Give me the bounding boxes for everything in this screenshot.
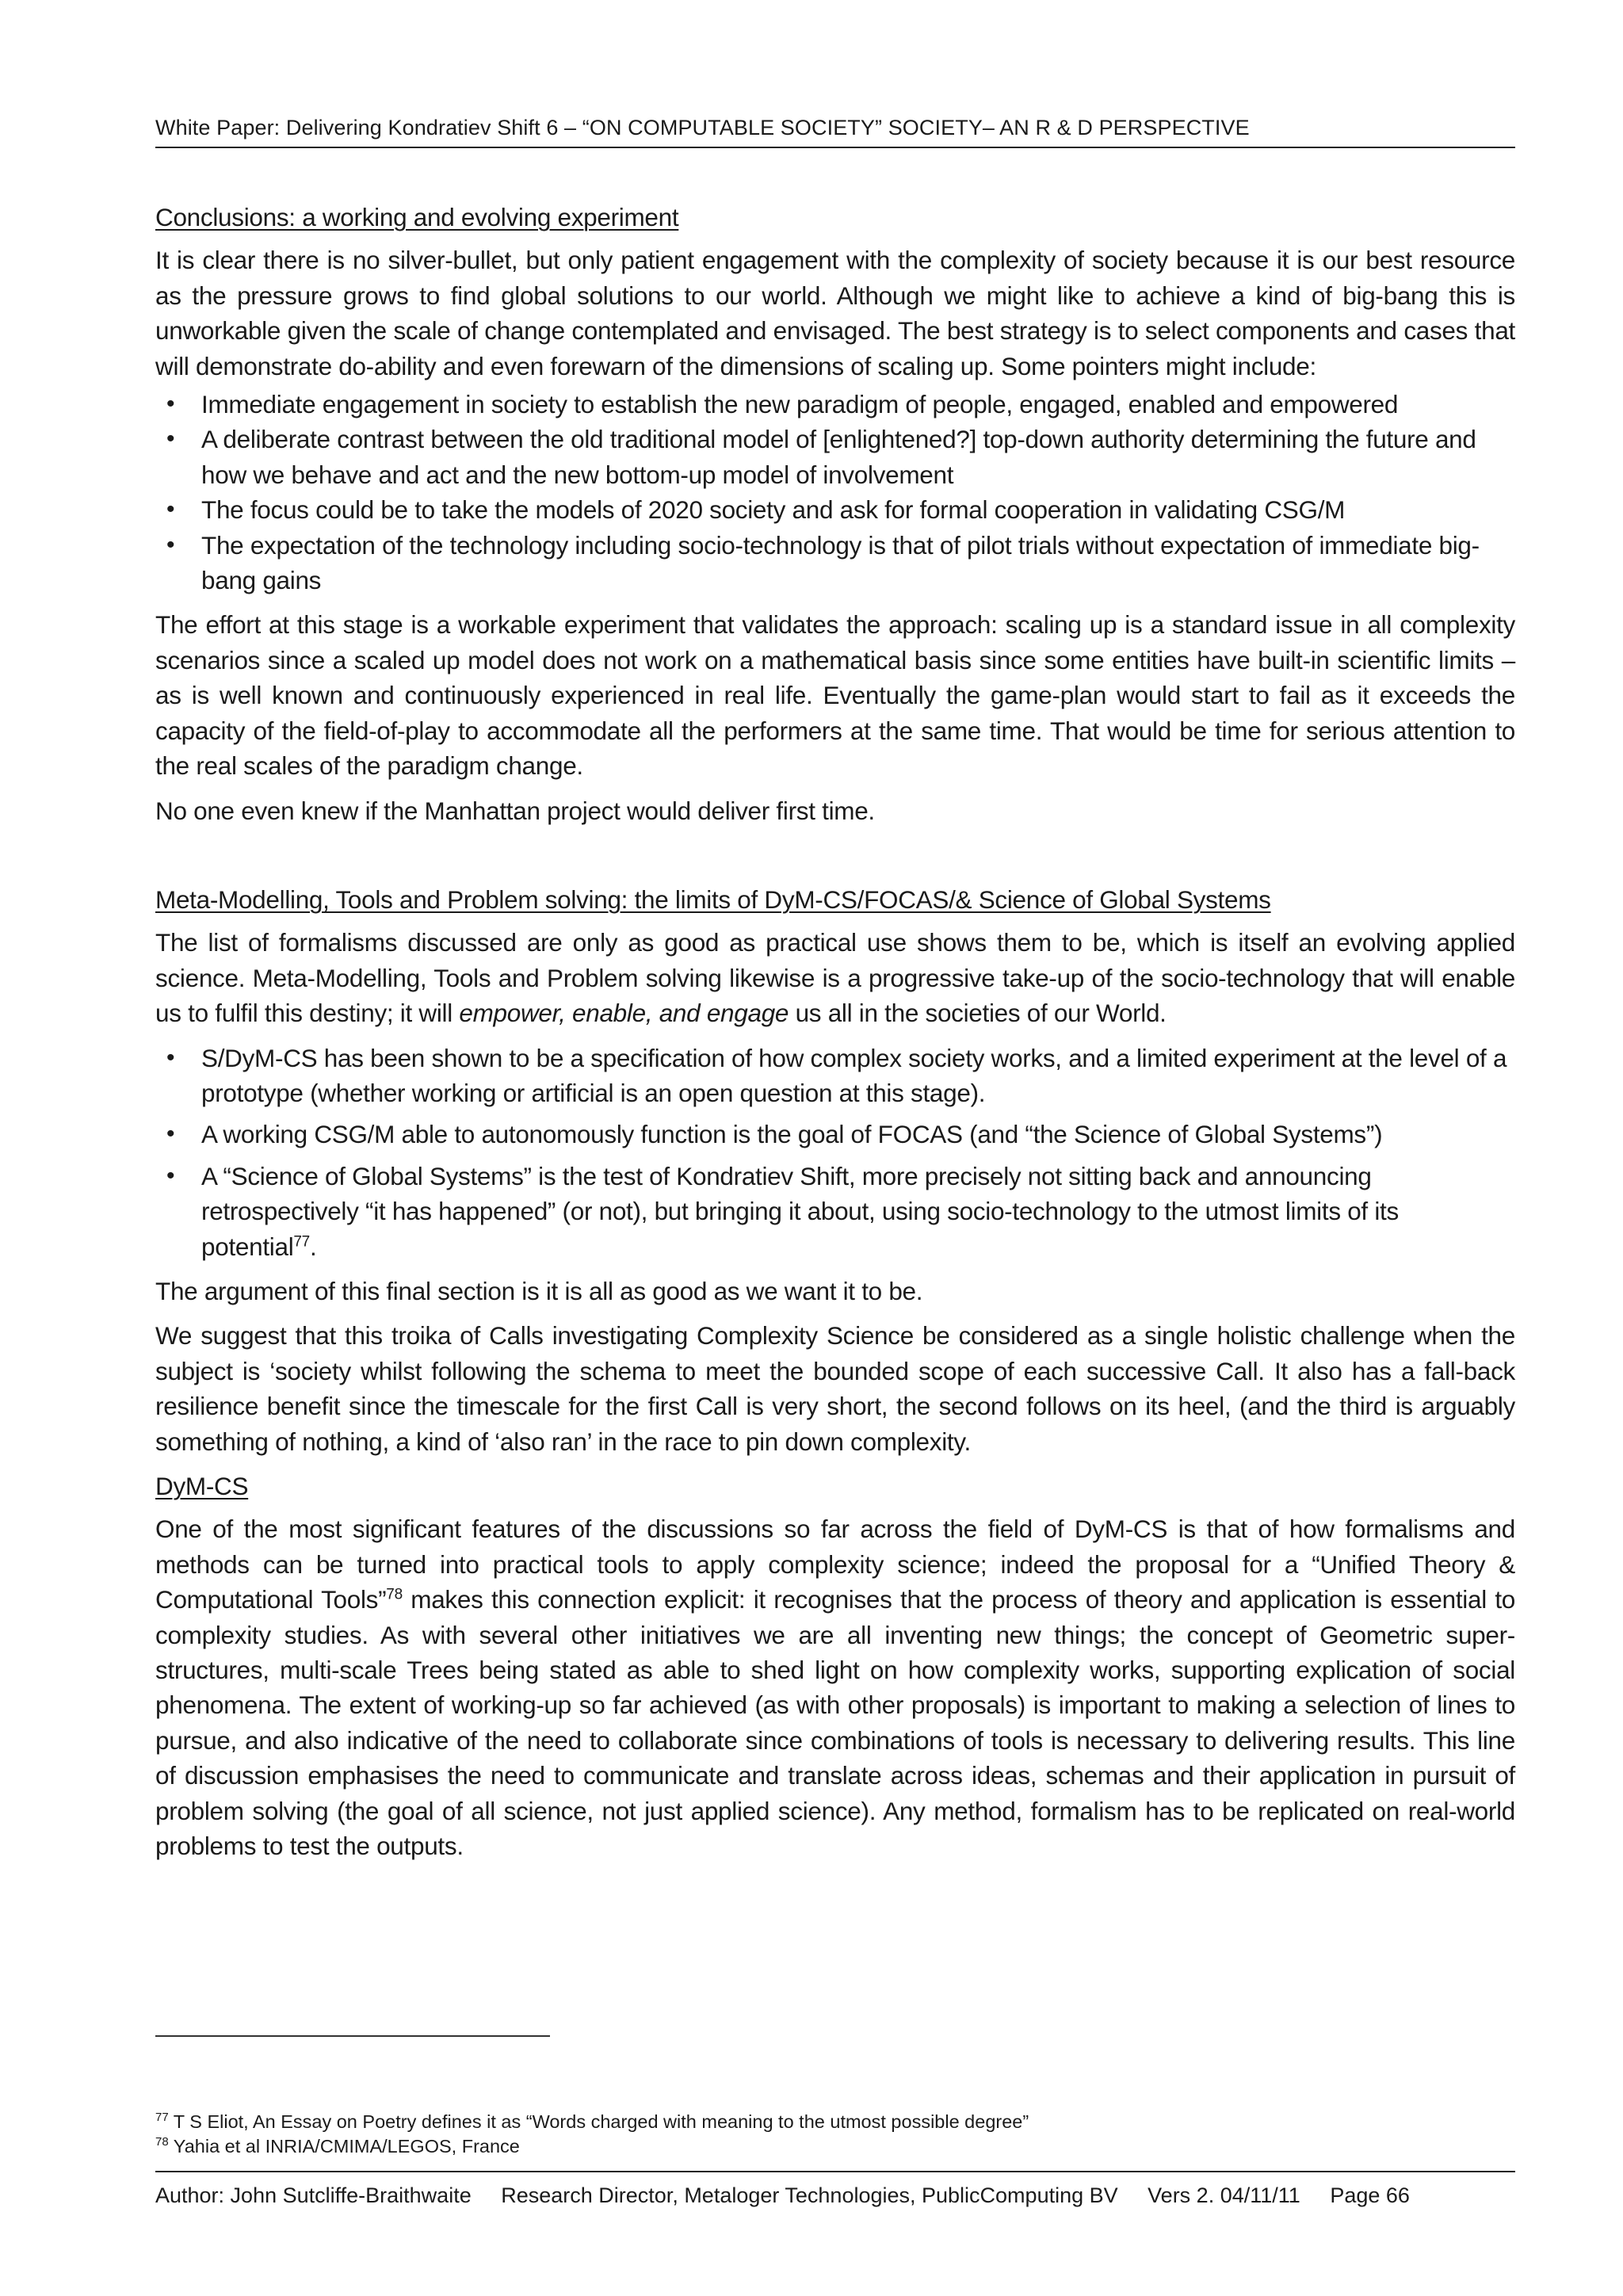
footnote-ref-78[interactable]: 78 [386,1586,403,1603]
footnote-number: 78 [155,2135,169,2149]
list-item [155,1159,1515,1264]
footnotes [155,2110,1515,2159]
conclusions-paragraph-2: The effort at this stage is a workable experiment that validates the approach: scaling up is a standard issue in all complexity scenarios since a scaled up model does not work on a mathematical basis since some entities have built-in scientific limits – as is well known and continuously experienced in real life. Eventually the game-plan would start to fail as it exceeds the capacity of the field-of-play to accommodate all the performers at the same time. That would be time for serious attention to the real scales of the paradigm change. [155,610,1515,781]
bullet-text: A “Science of Global Systems” is the test of Kondratiev Shift, more precisely not sitting back and announcing retrospectively “it has happened” (or not), but bringing it about, using socio-technology to the utmost limits of its potential [201,1161,1399,1261]
dymcs-text-b: makes this connection explicit: it recognises that the process of theory and application is essential to complexity studies. As with several other initiatives we are all inventing new things; the concept of Geometric super-structures, multi-scale Trees being stated as able to shed light on how complexity works, supporting explication of social phenomena. The extent of working-up so far achieved (as with other proposals) is important to making a selection of lines to pursue, and also indicative of the need to collaborate since combinations of tools is necessary to delivering results. This line of discussion emphasises the need to communicate and translate across ideas, schemas and their application in pursuit of problem solving (the goal of all science, not just applied science). Any method, formalism has to be replicated on real-world problems to test the outputs. [155,1585,1515,1861]
list-item: • S/DyM-CS has been shown to be a specification of how complex society works, and a limited experiment at the level of a prototype (whether working or artificial is an open question at this stage). [155,1041,1515,1111]
list-item: • A deliberate contrast between the old traditional model of [enlightened?] top-down authority determining the future and how we behave and act and the new bottom-up model of involvement [155,422,1515,492]
meta-paragraph-3: We suggest that this troika of Calls investigating Complexity Science be considered as a single holistic challenge when the subject is ‘society whilst following the schema to meet the bounded scope of each successive Call. It also has a fall-back resilience benefit since the timescale for the first Call is very short, the second follows on its heel, (and the third is arguably something of nothing, a kind of ‘also ran’ in the race to pin down complexity. [155,1321,1515,1456]
footer-author: Author: John Sutcliffe-Braithwaite [155,2183,472,2207]
footer-role: Research Director, Metaloger Technologies, PublicComputing BV [501,2183,1118,2207]
document-body [155,200,1515,1873]
section-heading-meta-modelling: Meta-Modelling, Tools and Problem solving: the limits of DyM-CS/FOCAS/& Science of Global Systems [155,884,1271,914]
conclusions-paragraph-3: No one even knew if the Manhattan project would deliver first time. [155,796,875,825]
section-heading-conclusions: Conclusions: a working and evolving experiment [155,203,679,231]
list-item: • The expectation of the technology including socio-technology is that of pilot trials without expectation of immediate big-bang gains [155,528,1515,598]
footer-page-number: Page 66 [1330,2183,1410,2207]
footer-rule [155,2171,1515,2172]
footnote-separator [155,2035,550,2037]
section-heading-dymcs: DyM-CS [155,1472,249,1500]
header-rule [155,147,1515,148]
meta-intro-text-a: The list of formalisms discussed are only as good as practical use shows them to be, which is itself an evolving applied science. Meta-Modelling, Tools and Problem solving likewise is a progressive take-up of the socio-technology that will enable us to fulfil this destiny; it will [155,928,1515,1028]
dymcs-text-a: One of the most significant features of the discussions so far across the field of DyM-CS is that of how formalisms and methods can be turned into practical tools to apply complexity science; indeed the proposal for a “Unified Theory & Computational Tools” [155,1515,1515,1614]
footnote-78 [155,2134,1515,2159]
conclusions-bullet-list [155,387,1515,598]
meta-intro-emphasis: empower, enable, and engage [459,999,789,1028]
running-header: White Paper: Delivering Kondratiev Shift 6 – “ON COMPUTABLE SOCIETY” SOCIETY– AN R & D PERSPECTIVE [155,116,1250,139]
list-item: • A working CSG/M able to autonomously function is the goal of FOCAS (and “the Science of Global Systems”) [155,1117,1515,1152]
meta-paragraph-2: The argument of this final section is it is all as good as we want it to be. [155,1276,923,1305]
bullet-end: . [309,1232,317,1261]
footnote-ref-77[interactable]: 77 [293,1233,310,1251]
meta-intro [155,925,1515,1030]
meta-bullet-list [155,1041,1515,1264]
footnote-text: T S Eliot, An Essay on Poetry defines it as “Words charged with meaning to the utmost possible degree” [168,2111,1029,2132]
running-footer [155,2181,1515,2210]
conclusions-intro: It is clear there is no silver-bullet, but only patient engagement with the complexity of society because it is our best resource as the pressure grows to find global solutions to our world. Although we might like to achieve a kind of big-bang this is unworkable given the scale of change contemplated and envisaged. The best strategy is to select components and cases that will demonstrate do-ability and even forewarn of the dimensions of scaling up. Some pointers might include: [155,246,1515,380]
list-item: • Immediate engagement in society to establish the new paradigm of people, engaged, enabled and empowered [155,387,1515,422]
footnote-77 [155,2110,1515,2134]
dymcs-paragraph [155,1511,1515,1863]
footnote-text: Yahia et al INRIA/CMIMA/LEGOS, France [168,2136,520,2157]
list-item: • The focus could be to take the models of 2020 society and ask for formal cooperation in validating CSG/M [155,492,1515,527]
footer-version: Vers 2. 04/11/11 [1148,2183,1300,2207]
meta-intro-text-b: us all in the societies of our World. [789,999,1167,1028]
footnote-number: 77 [155,2111,169,2125]
